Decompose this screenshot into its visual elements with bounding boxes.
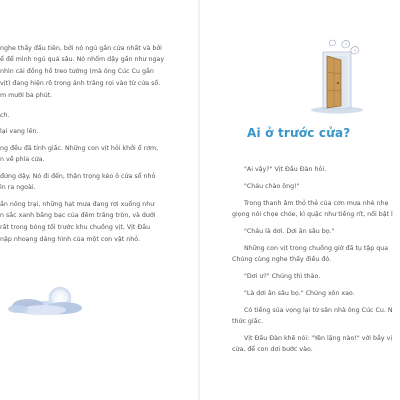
chapter-title: Ai ở trước cửa? [247, 126, 351, 140]
body-line: n về phía cửa. [0, 156, 45, 163]
body-line: "Dơi ư?" Chúng thì thào. [244, 273, 321, 280]
body-line: giọng nói chọe chóe, kì quặc như tiếng rít, nổi bật l [232, 211, 393, 218]
body-line: Trong thanh âm thỏ thẻ của cơn mưa nhè nhẹ [244, 200, 389, 207]
door-ajar-icon [307, 38, 367, 114]
body-line: Những con vịt trong chuồng giờ đã tụ tập qua [244, 245, 389, 252]
body-line: m mười ba phút. [0, 92, 53, 99]
body-line: nghe thấy đầu tiên, bởi nó ngủ gần cửa nhất và bởi [0, 45, 162, 52]
body-line: "Là dơi ăn sâu bọ." Chúng xôn xao. [244, 290, 355, 297]
body-line: "Cháu là dơi. Dơi ăn sâu bọ." [244, 228, 335, 235]
body-line: vịt) đang hiện rõ trong ánh trăng rọi vào từ cửa sổ. [0, 80, 161, 87]
body-line: thức giấc. [232, 318, 263, 325]
body-line: ìn ra ngoài. [0, 184, 36, 191]
body-line: Chúng cùng nghe thấy điều đó. [232, 256, 332, 263]
body-line: ch. [0, 112, 10, 119]
body-line: Có tiếng sủa vọng lại từ sân nhà ông Cúc Cu. N [244, 307, 393, 314]
body-line: "Cháu chào ông!" [244, 183, 300, 190]
svg-text:?: ? [354, 49, 356, 53]
moon-clouds-icon [4, 282, 86, 318]
body-line: "Ai vậy?" Vịt Đầu Đàn hỏi. [244, 166, 327, 173]
body-line: nhìn cái đồng hồ treo tường (mà ông Cúc Cu gắn [0, 68, 154, 75]
body-line: rất trong bóng tối trước khu chuồng vịt, Vịt Đầu [0, 224, 151, 231]
body-line: ng đều đã tỉnh giấc. Những con vịt hỏi khởi ổ rơm, [0, 145, 159, 152]
left-page [0, 0, 198, 400]
body-line: ể để mình ngủ quá sâu. Nó nhổm dậy gần như ngay [0, 56, 165, 63]
body-line: đứng dậy. Nó đi đến, thận trọng kéo ô cửa sổ nhỏ [0, 173, 156, 180]
right-page [200, 0, 400, 400]
body-line: Vịt Đầu Đàn khẽ nói: "Yên lặng nào!" với bầy vị [244, 335, 393, 342]
svg-text:?: ? [345, 43, 347, 47]
body-line: nập nhoạng dáng hình của một con vật nhỏ. [0, 236, 141, 243]
body-line: cửa, để con dơi bước vào. [232, 346, 313, 353]
body-line: ần nông trại, những hạt mưa đang rơi xuống như [0, 201, 155, 208]
body-line: lại vang lên. [0, 128, 39, 135]
body-line: n sắc xanh băng bạc của đêm trăng tròn, và dưới [0, 212, 156, 219]
